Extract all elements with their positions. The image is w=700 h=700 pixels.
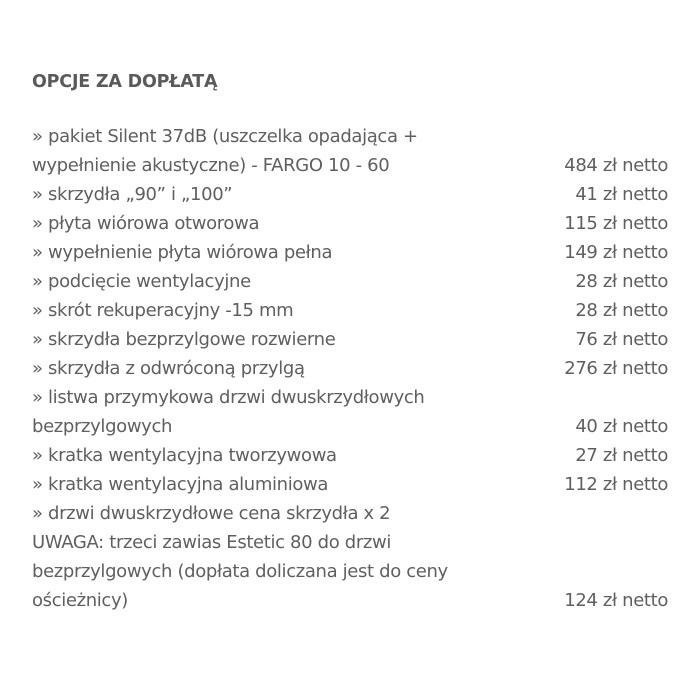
option-label: » kratka wentylacyjna tworzywowa (32, 445, 337, 466)
option-label: » drzwi dwuskrzydłowe cena skrzydła x 2 UWAGA: trzeci zawias Estetic 80 do drzwi bezprzylgowych (dopłata doliczana jest do ceny ościeżnicy) (32, 503, 448, 611)
option-price: 28 zł netto (575, 271, 668, 292)
option-label: » kratka wentylacyjna aluminiowa (32, 474, 329, 495)
option-item-silent-package (32, 122, 668, 180)
option-item-recuperation-shortening (32, 296, 668, 325)
option-label: » skrót rekuperacyjny -15 mm (32, 300, 294, 321)
option-item-solid-chipboard (32, 238, 668, 267)
option-price: 484 zł netto (564, 155, 668, 176)
option-label: » listwa przymykowa drzwi dwuskrzydłowych bezprzylgowych (32, 387, 425, 437)
option-price: 115 zł netto (564, 213, 668, 234)
option-price: 112 zł netto (564, 474, 668, 495)
option-label: » pakiet Silent 37dB (uszczelka opadająca + wypełnienie akustyczne) - FARGO 10 - 60 (32, 126, 418, 176)
option-label: » skrzydła bezprzylgowe rozwierne (32, 329, 336, 350)
option-label: » podcięcie wentylacyjne (32, 271, 251, 292)
option-price: 40 zł netto (575, 416, 668, 437)
option-price: 276 zł netto (564, 358, 668, 379)
option-item-flush-opening-wings (32, 325, 668, 354)
option-item-closing-strip (32, 383, 668, 441)
option-item-aluminium-vent-grille (32, 470, 668, 499)
option-label: » skrzydła z odwróconą przylgą (32, 358, 305, 379)
option-price: 76 zł netto (575, 329, 668, 350)
option-label: » wypełnienie płyta wiórowa pełna (32, 242, 333, 263)
section-title: OPCJE ZA DOPŁATĄ (32, 72, 218, 92)
option-item-double-door-note (32, 499, 668, 615)
option-label: » płyta wiórowa otworowa (32, 213, 260, 234)
option-label: » skrzydła „90” i „100” (32, 184, 233, 205)
surcharge-options-section (32, 68, 668, 615)
option-item-perforated-chipboard (32, 209, 668, 238)
option-price: 124 zł netto (564, 590, 668, 611)
option-item-plastic-vent-grille (32, 441, 668, 470)
option-price: 28 zł netto (575, 300, 668, 321)
option-price: 149 zł netto (564, 242, 668, 263)
option-price: 27 zł netto (575, 445, 668, 466)
option-item-wings-90-100 (32, 180, 668, 209)
option-item-ventilation-undercut (32, 267, 668, 296)
options-list (32, 122, 668, 615)
option-price: 41 zł netto (575, 184, 668, 205)
option-item-reversed-rebate-wings (32, 354, 668, 383)
